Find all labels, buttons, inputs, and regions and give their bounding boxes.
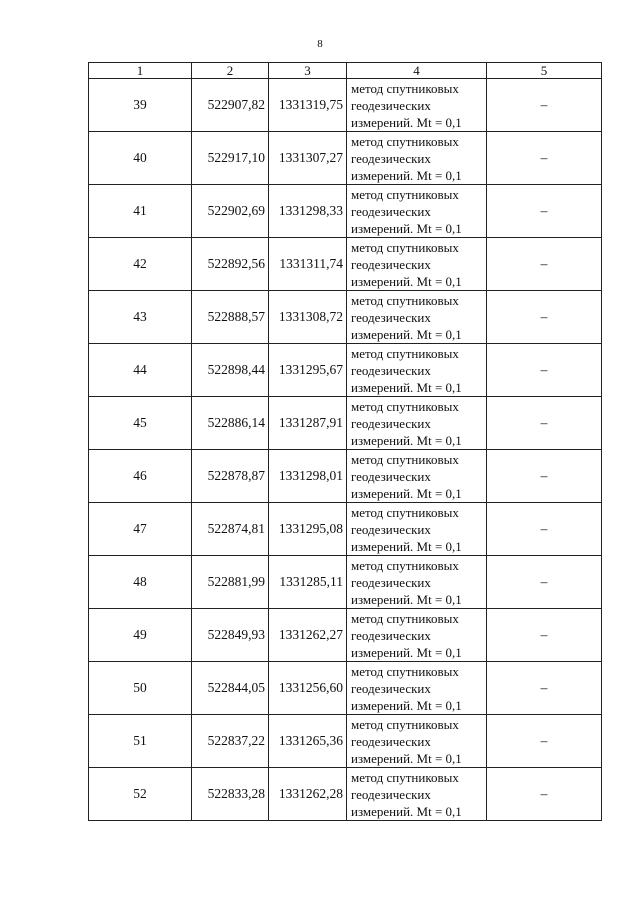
method-line: геодезических <box>351 733 431 749</box>
table-row <box>89 450 602 503</box>
x-coordinate-cell: 522849,93 <box>192 609 269 662</box>
point-number-cell: 45 <box>89 397 192 450</box>
table-row <box>89 556 602 609</box>
table-row <box>89 132 602 185</box>
y-coordinate-cell: 1331295,08 <box>269 503 347 556</box>
y-coordinate-cell: 1331287,91 <box>269 397 347 450</box>
method-cell <box>347 715 487 768</box>
note-cell: – <box>487 450 602 503</box>
method-line: геодезических <box>351 203 431 219</box>
method-cell <box>347 662 487 715</box>
method-cell <box>347 291 487 344</box>
method-line: измерений. Mt = 0,1 <box>351 485 462 501</box>
table-row <box>89 715 602 768</box>
method-cell <box>347 238 487 291</box>
method-line: геодезических <box>351 680 431 696</box>
method-line: измерений. Mt = 0,1 <box>351 114 462 130</box>
method-line: геодезических <box>351 468 431 484</box>
x-coordinate-cell: 522874,81 <box>192 503 269 556</box>
x-coordinate-cell: 522902,69 <box>192 185 269 238</box>
header-cell-4: 4 <box>347 63 487 79</box>
point-number-cell: 52 <box>89 768 192 821</box>
method-line: метод спутниковых <box>351 345 459 361</box>
method-line: измерений. Mt = 0,1 <box>351 432 462 448</box>
y-coordinate-cell: 1331319,75 <box>269 79 347 132</box>
method-line: метод спутниковых <box>351 610 459 626</box>
method-line: метод спутниковых <box>351 716 459 732</box>
y-coordinate-cell: 1331256,60 <box>269 662 347 715</box>
point-number-cell: 44 <box>89 344 192 397</box>
header-cell-3: 3 <box>269 63 347 79</box>
y-coordinate-cell: 1331265,36 <box>269 715 347 768</box>
table-row <box>89 609 602 662</box>
method-line: метод спутниковых <box>351 239 459 255</box>
method-line: измерений. Mt = 0,1 <box>351 803 462 819</box>
method-cell <box>347 397 487 450</box>
method-line: геодезических <box>351 627 431 643</box>
table-row <box>89 185 602 238</box>
header-cell-5: 5 <box>487 63 602 79</box>
note-cell: – <box>487 79 602 132</box>
x-coordinate-cell: 522844,05 <box>192 662 269 715</box>
method-cell <box>347 609 487 662</box>
x-coordinate-cell: 522888,57 <box>192 291 269 344</box>
method-line: метод спутниковых <box>351 451 459 467</box>
method-line: измерений. Mt = 0,1 <box>351 750 462 766</box>
method-line: метод спутниковых <box>351 398 459 414</box>
method-line: геодезических <box>351 150 431 166</box>
method-line: измерений. Mt = 0,1 <box>351 167 462 183</box>
table-row <box>89 291 602 344</box>
note-cell: – <box>487 397 602 450</box>
note-cell: – <box>487 185 602 238</box>
point-number-cell: 51 <box>89 715 192 768</box>
point-number-cell: 39 <box>89 79 192 132</box>
method-line: измерений. Mt = 0,1 <box>351 644 462 660</box>
method-line: геодезических <box>351 574 431 590</box>
method-line: геодезических <box>351 415 431 431</box>
point-number-cell: 47 <box>89 503 192 556</box>
note-cell: – <box>487 768 602 821</box>
x-coordinate-cell: 522881,99 <box>192 556 269 609</box>
y-coordinate-cell: 1331308,72 <box>269 291 347 344</box>
method-line: измерений. Mt = 0,1 <box>351 591 462 607</box>
method-cell <box>347 132 487 185</box>
y-coordinate-cell: 1331307,27 <box>269 132 347 185</box>
y-coordinate-cell: 1331295,67 <box>269 344 347 397</box>
note-cell: – <box>487 662 602 715</box>
method-line: метод спутниковых <box>351 663 459 679</box>
y-coordinate-cell: 1331262,28 <box>269 768 347 821</box>
method-line: геодезических <box>351 97 431 113</box>
note-cell: – <box>487 344 602 397</box>
method-line: метод спутниковых <box>351 504 459 520</box>
table-row <box>89 768 602 821</box>
method-line: измерений. Mt = 0,1 <box>351 220 462 236</box>
method-cell <box>347 344 487 397</box>
table-body <box>89 79 602 821</box>
x-coordinate-cell: 522917,10 <box>192 132 269 185</box>
x-coordinate-cell: 522837,22 <box>192 715 269 768</box>
method-cell <box>347 503 487 556</box>
note-cell: – <box>487 238 602 291</box>
note-cell: – <box>487 132 602 185</box>
point-number-cell: 43 <box>89 291 192 344</box>
method-line: геодезических <box>351 309 431 325</box>
method-line: измерений. Mt = 0,1 <box>351 326 462 342</box>
method-line: метод спутниковых <box>351 133 459 149</box>
method-line: измерений. Mt = 0,1 <box>351 273 462 289</box>
method-cell <box>347 450 487 503</box>
table-header <box>89 63 602 79</box>
note-cell: – <box>487 556 602 609</box>
method-line: метод спутниковых <box>351 769 459 785</box>
y-coordinate-cell: 1331298,01 <box>269 450 347 503</box>
x-coordinate-cell: 522898,44 <box>192 344 269 397</box>
header-cell-1: 1 <box>89 63 192 79</box>
method-line: геодезических <box>351 521 431 537</box>
y-coordinate-cell: 1331311,74 <box>269 238 347 291</box>
table-row <box>89 344 602 397</box>
point-number-cell: 48 <box>89 556 192 609</box>
method-cell <box>347 556 487 609</box>
method-line: метод спутниковых <box>351 292 459 308</box>
method-line: метод спутниковых <box>351 186 459 202</box>
point-number-cell: 49 <box>89 609 192 662</box>
y-coordinate-cell: 1331262,27 <box>269 609 347 662</box>
table-row <box>89 662 602 715</box>
point-number-cell: 46 <box>89 450 192 503</box>
method-cell <box>347 768 487 821</box>
point-number-cell: 50 <box>89 662 192 715</box>
x-coordinate-cell: 522907,82 <box>192 79 269 132</box>
method-line: измерений. Mt = 0,1 <box>351 697 462 713</box>
point-number-cell: 42 <box>89 238 192 291</box>
method-line: геодезических <box>351 362 431 378</box>
method-line: метод спутниковых <box>351 80 459 96</box>
coordinates-table <box>88 62 602 821</box>
header-cell-2: 2 <box>192 63 269 79</box>
note-cell: – <box>487 503 602 556</box>
method-line: измерений. Mt = 0,1 <box>351 379 462 395</box>
note-cell: – <box>487 291 602 344</box>
note-cell: – <box>487 715 602 768</box>
table-row <box>89 397 602 450</box>
page-number: 8 <box>317 38 323 50</box>
method-line: метод спутниковых <box>351 557 459 573</box>
method-cell <box>347 185 487 238</box>
x-coordinate-cell: 522892,56 <box>192 238 269 291</box>
table-row <box>89 503 602 556</box>
x-coordinate-cell: 522878,87 <box>192 450 269 503</box>
table-row <box>89 238 602 291</box>
method-line: геодезических <box>351 786 431 802</box>
point-number-cell: 40 <box>89 132 192 185</box>
header-row <box>89 63 602 79</box>
y-coordinate-cell: 1331298,33 <box>269 185 347 238</box>
table-row <box>89 79 602 132</box>
point-number-cell: 41 <box>89 185 192 238</box>
x-coordinate-cell: 522833,28 <box>192 768 269 821</box>
y-coordinate-cell: 1331285,11 <box>269 556 347 609</box>
method-line: измерений. Mt = 0,1 <box>351 538 462 554</box>
method-cell <box>347 79 487 132</box>
x-coordinate-cell: 522886,14 <box>192 397 269 450</box>
note-cell: – <box>487 609 602 662</box>
method-line: геодезических <box>351 256 431 272</box>
